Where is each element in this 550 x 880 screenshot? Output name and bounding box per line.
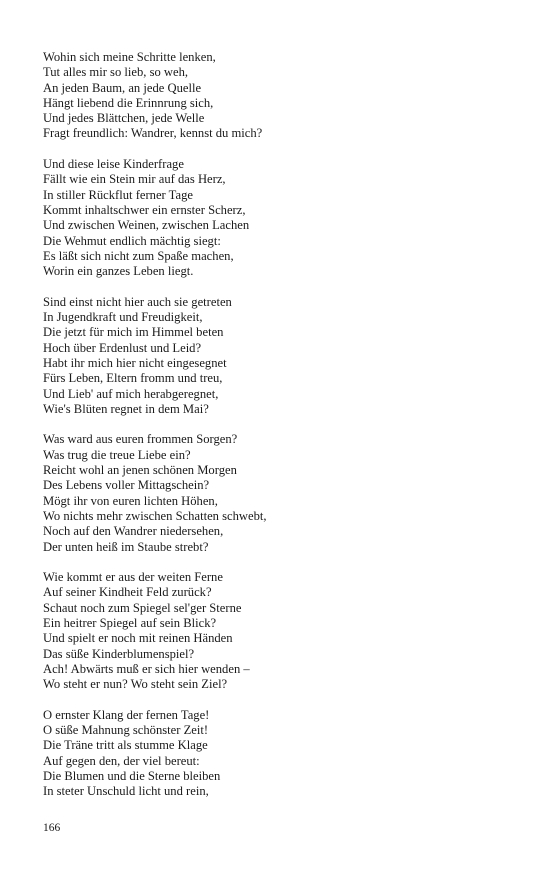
poem-line: Worin ein ganzes Leben liegt. (43, 264, 194, 279)
poem-line: Wie's Blüten regnet in dem Mai? (43, 401, 209, 416)
poem-line: Wie kommt er aus der weiten Ferne (43, 570, 223, 585)
poem-line: O ernster Klang der fernen Tage! (43, 707, 210, 722)
poem-line: Das süße Kinderblumenspiel? (43, 646, 195, 661)
poem-line: Reicht wohl an jenen schönen Morgen (43, 463, 237, 478)
poem-line: Fällt wie ein Stein mir auf das Herz, (43, 172, 226, 187)
poem-line: Fürs Leben, Eltern fromm und treu, (43, 371, 223, 386)
poem-line: Hoch über Erdenlust und Leid? (43, 340, 202, 355)
poem-line: Wo steht er nun? Wo steht sein Ziel? (43, 677, 228, 692)
poem-line: Tut alles mir so lieb, so weh, (43, 65, 189, 80)
poem-line: Die Wehmut endlich mächtig siegt: (43, 233, 221, 248)
poem-line: Ein heitrer Spiegel auf sein Blick? (43, 615, 217, 630)
poem-page (43, 50, 513, 815)
poem-line: Schaut noch zum Spiegel sel'ger Sterne (43, 600, 242, 615)
poem-line: Die jetzt für mich im Himmel beten (43, 325, 224, 340)
poem-line: Noch auf den Wandrer niedersehen, (43, 524, 224, 539)
poem-line: Was trug die treue Liebe ein? (43, 447, 191, 462)
poem-line: Und jedes Blättchen, jede Welle (43, 111, 205, 126)
stanza-6 (43, 708, 513, 800)
poem-line: Es läßt sich nicht zum Spaße machen, (43, 248, 234, 263)
poem-line: Fragt freundlich: Wandrer, kennst du mich? (43, 126, 263, 141)
poem-line: Habt ihr mich hier nicht eingesegnet (43, 355, 227, 370)
poem-line: An jeden Baum, an jede Quelle (43, 80, 202, 95)
poem-line: Mögt ihr von euren lichten Höhen, (43, 493, 218, 508)
page-number: 166 (43, 822, 61, 834)
poem-line: Auf gegen den, der viel bereut: (43, 753, 200, 768)
stanza-1 (43, 50, 513, 142)
stanza-2 (43, 157, 513, 279)
poem-line: O süße Mahnung schönster Zeit! (43, 723, 209, 738)
stanza-5 (43, 570, 513, 692)
poem-line: Und diese leise Kinderfrage (43, 157, 184, 172)
poem-line: Wohin sich meine Schritte lenken, (43, 50, 216, 64)
poem-line: Ach! Abwärts muß er sich hier wenden – (43, 661, 250, 676)
poem-line: Kommt inhaltschwer ein ernster Scherz, (43, 202, 246, 217)
poem-line: Und spielt er noch mit reinen Händen (43, 631, 233, 646)
poem-line: Wo nichts mehr zwischen Schatten schwebt, (43, 508, 267, 523)
stanza-4 (43, 432, 513, 554)
poem-line: Sind einst nicht hier auch sie getreten (43, 294, 232, 309)
poem-line: Des Lebens voller Mittagschein? (43, 478, 210, 493)
poem-line: Die Blumen und die Sterne bleiben (43, 768, 221, 783)
poem-line: Was ward aus euren frommen Sorgen? (43, 432, 238, 447)
poem-line: In steter Unschuld licht und rein, (43, 784, 209, 799)
stanza-3 (43, 295, 513, 417)
poem-line: Und zwischen Weinen, zwischen Lachen (43, 218, 250, 233)
poem-line: Hängt liebend die Erinnrung sich, (43, 95, 214, 110)
poem-line: Und Lieb' auf mich herabgeregnet, (43, 386, 219, 401)
poem-line: Auf seiner Kindheit Feld zurück? (43, 585, 212, 600)
poem-line: In stiller Rückflut ferner Tage (43, 187, 193, 202)
poem-line: Die Träne tritt als stumme Klage (43, 738, 208, 753)
poem-line: Der unten heiß im Staube strebt? (43, 539, 209, 554)
poem-line: In Jugendkraft und Freudigkeit, (43, 310, 203, 325)
